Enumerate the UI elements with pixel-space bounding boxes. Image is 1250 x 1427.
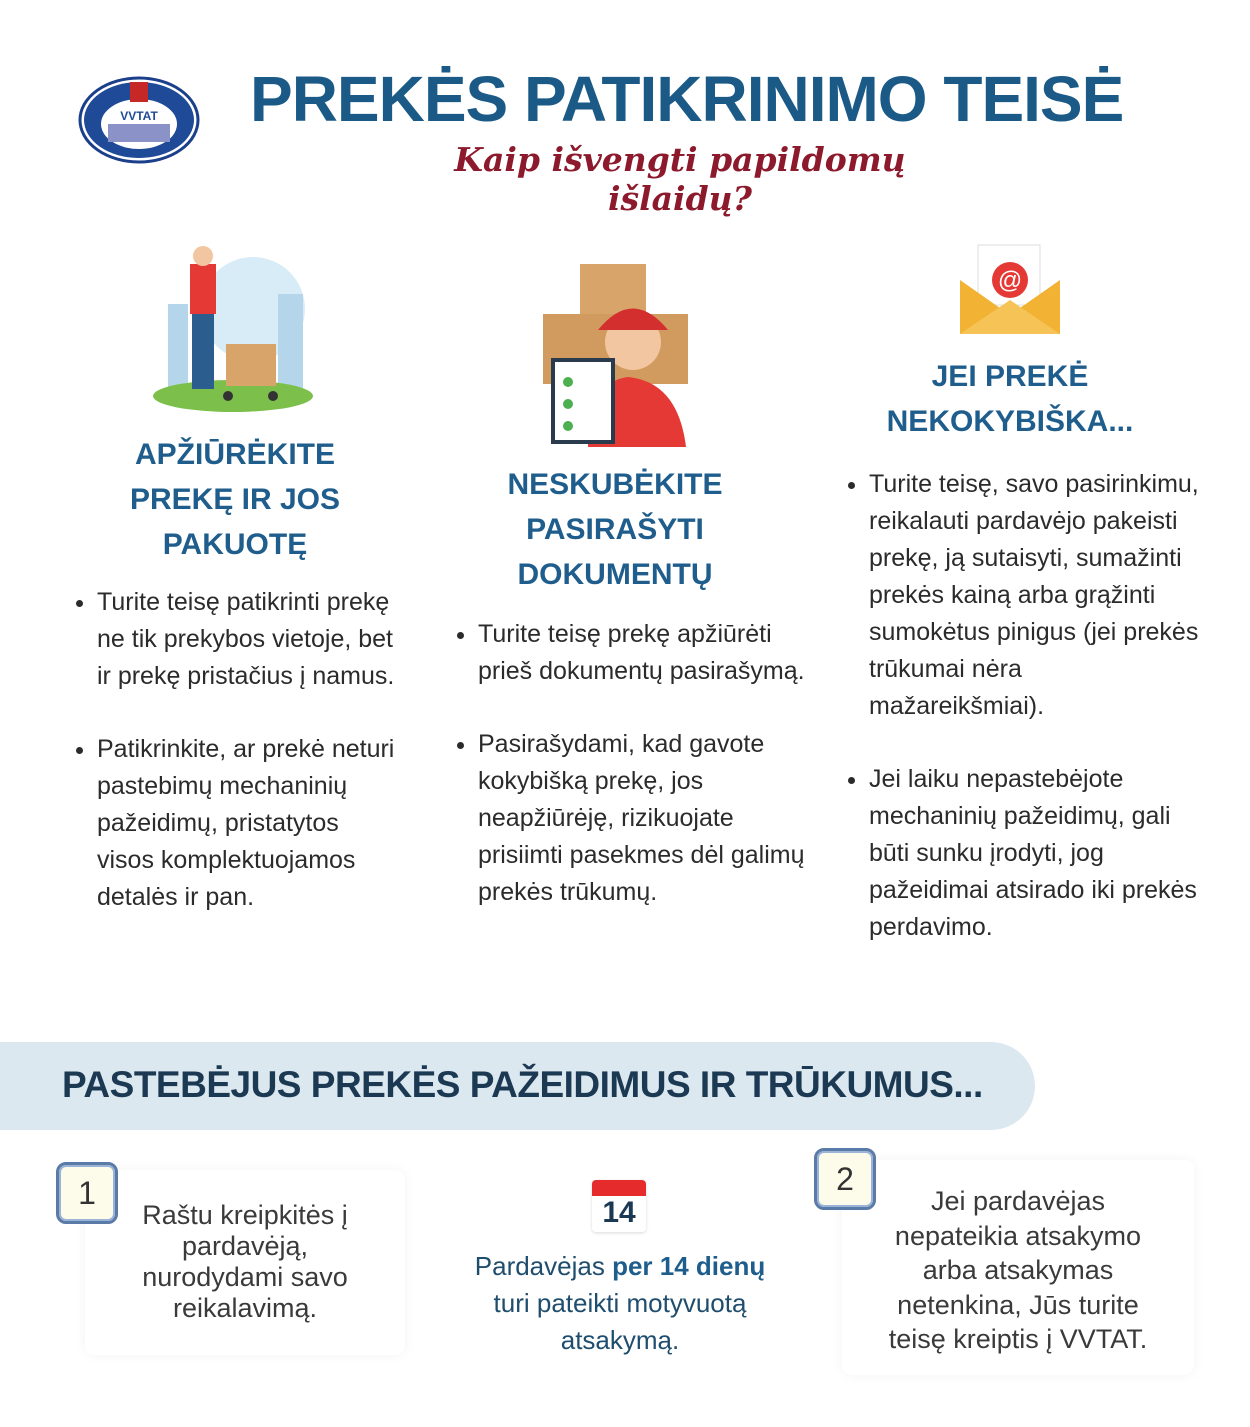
bullet-item: • Patikrinkite, ar prekė neturi pastebimų mechaninių pažeidimų, pristatytos visos komplektuojamos detalės ir pan. <box>97 731 397 916</box>
bullet-item: • Jei laiku nepastebėjote mechaninių pažeidimų, gali būti sunku įrodyti, jog pažeidimai atsirado iki prekės perdavimo. <box>869 761 1199 946</box>
courier-clipboard-illustration <box>518 262 713 452</box>
svg-text:VVTAT: VVTAT <box>120 109 158 123</box>
banner-title: PASTEBĖJUS PREKĖS PAŽEIDIMUS IR TRŪKUMUS... <box>62 1064 983 1105</box>
bullet-item: • Turite teisę patikrinti prekę ne tik prekybos vietoje, bet ir prekę pristačius į namus. <box>97 584 397 695</box>
bullet-item: • Turite teisę prekę apžiūrėti prieš dokumentų pasirašymą. <box>478 616 818 690</box>
heading-line: DOKUMENTŲ <box>517 558 713 591</box>
heading-line: PAKUOTĘ <box>162 528 308 561</box>
vvtat-logo <box>78 76 200 169</box>
column-3-heading <box>860 354 1160 444</box>
middle-text-bold: per 14 dienų <box>612 1251 766 1281</box>
heading-line: NESKUBĖKITE <box>507 468 723 501</box>
section-banner <box>0 1042 1035 1130</box>
bullet-item: • Turite teisę, savo pasirinkimu, reikalauti pardavėjo pakeisti prekę, ją sutaisyti, sumažinti prekės kainą arba grąžinti sumokėtus pinigus (jei prekės trūkumai nėra mažareikšmiai). <box>869 466 1199 725</box>
middle-text-pre: Pardavėjas <box>474 1251 613 1281</box>
column-3-bullets <box>847 466 1199 982</box>
page-subtitle: Kaip išvengti papildomų išlaidų? <box>454 140 906 218</box>
step-2-badge: 2 <box>814 1148 876 1210</box>
svg-text:@: @ <box>997 267 1023 294</box>
step-1-badge: 1 <box>56 1162 118 1224</box>
middle-text-post: turi pateikti motyvuotą atsakymą. <box>493 1288 747 1355</box>
heading-line: PREKĘ IR JOS <box>129 483 341 516</box>
heading-line: APŽIŪRĖKITE <box>134 438 335 471</box>
calendar-day: 14 <box>602 1196 636 1229</box>
step-2-card <box>842 1160 1194 1375</box>
heading-line: JEI PREKĖ <box>931 360 1089 393</box>
email-envelope-icon <box>958 240 1063 341</box>
column-1-bullets <box>75 584 397 952</box>
bullet-item: • Pasirašydami, kad gavote kokybišką prekę, jos neapžiūrėję, rizikuojate prisiimti pasekmes dėl galimų prekės trūkumų. <box>478 726 818 911</box>
column-2-heading <box>465 462 765 597</box>
column-2-bullets <box>456 616 818 947</box>
calendar-icon <box>592 1180 646 1232</box>
column-1-heading <box>85 432 385 567</box>
heading-line: PASIRAŠYTI <box>526 513 704 546</box>
step-middle-text <box>455 1248 785 1359</box>
step-1-text: Raštu kreipkitės į pardavėją, nurodydami savo reikalavimą. <box>142 1200 348 1323</box>
delivery-man-illustration <box>148 244 318 419</box>
heading-line: NEKOKYBIŠKA... <box>886 405 1134 438</box>
step-2-text: Jei pardavėjas nepateikia atsakymo arba atsakymas netenkina, Jūs turite teisę kreiptis į VVTAT. <box>888 1186 1148 1354</box>
step-1-card <box>85 1170 405 1355</box>
page-title: PREKĖS PATIKRINIMO TEISĖ <box>250 63 1124 135</box>
